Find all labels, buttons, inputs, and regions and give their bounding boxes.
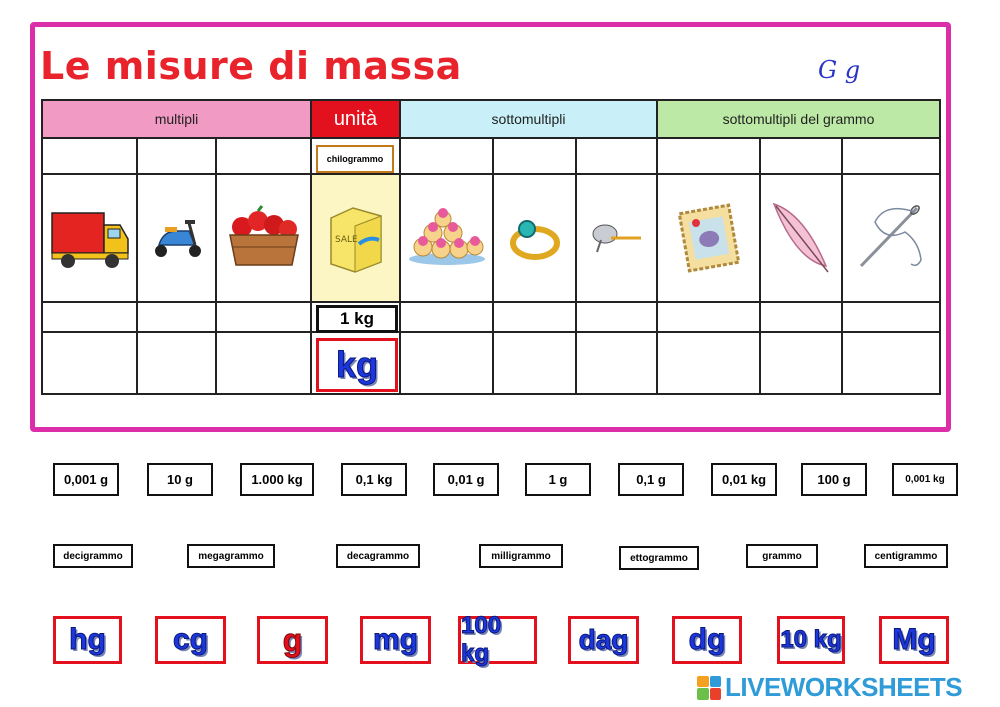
needle-cell xyxy=(842,174,940,302)
unit-value-cell xyxy=(311,302,400,332)
unit-name-cell xyxy=(311,138,400,174)
truck-cell xyxy=(42,174,137,302)
name-chip[interactable]: decagrammo xyxy=(336,544,420,568)
name-chip[interactable]: megagrammo xyxy=(187,544,275,568)
salt-box-icon xyxy=(312,200,399,276)
symbol-chip[interactable]: dag xyxy=(568,616,639,664)
name-slot-10[interactable] xyxy=(842,138,940,174)
symbol-chip[interactable]: Mg xyxy=(879,616,949,664)
name-chip[interactable]: ettogrammo xyxy=(619,546,699,570)
cupcakes-cell xyxy=(400,174,493,302)
symbol-slot-5[interactable] xyxy=(400,332,493,394)
name-chip[interactable]: decigrammo xyxy=(53,544,133,568)
symbol-slot-1[interactable] xyxy=(42,332,137,394)
name-slot-6[interactable] xyxy=(493,138,576,174)
name-chip[interactable]: centigrammo xyxy=(864,544,948,568)
symbol-chip[interactable]: dg xyxy=(672,616,742,664)
value-slot-2[interactable] xyxy=(137,302,216,332)
header-unita: unità xyxy=(311,100,400,138)
value-chip[interactable]: 0,1 kg xyxy=(341,463,407,496)
scooter-icon xyxy=(138,215,215,261)
symbol-slot-10[interactable] xyxy=(842,332,940,394)
value-chip[interactable]: 0,001 g xyxy=(53,463,119,496)
name-slot-1[interactable] xyxy=(42,138,137,174)
pushpin-cell xyxy=(576,174,657,302)
value-chip[interactable]: 10 g xyxy=(147,463,213,496)
symbol-chip[interactable]: 10 kg xyxy=(777,616,845,664)
symbol-slot-8[interactable] xyxy=(657,332,760,394)
pushpin-icon xyxy=(577,218,656,258)
apple-crate-icon xyxy=(217,205,310,271)
brand-name: LIVEWORKSHEETS xyxy=(725,672,963,702)
symbol-slot-9[interactable] xyxy=(760,332,842,394)
symbol-chip[interactable]: g xyxy=(257,616,328,664)
ring-icon xyxy=(494,213,575,263)
stamp-cell xyxy=(657,174,760,302)
unit-symbol-cell xyxy=(311,332,400,394)
feather-icon xyxy=(761,198,841,278)
liveworksheets-brand xyxy=(697,672,962,703)
header-multipli: multipli xyxy=(42,100,311,138)
symbol-chip[interactable]: mg xyxy=(360,616,431,664)
crate-cell xyxy=(216,174,311,302)
value-chip[interactable]: 100 g xyxy=(801,463,867,496)
salt-cell xyxy=(311,174,400,302)
symbol-chip[interactable]: 100 kg xyxy=(458,616,537,664)
value-chip[interactable]: 0,01 g xyxy=(433,463,499,496)
corner-letters: G g xyxy=(818,56,861,84)
symbol-chip[interactable]: cg xyxy=(155,616,226,664)
header-sottomultipli: sottomultipli xyxy=(400,100,657,138)
mass-table xyxy=(41,99,941,395)
value-slot-10[interactable] xyxy=(842,302,940,332)
ring-cell xyxy=(493,174,576,302)
page-title: Le misure di massa xyxy=(40,44,462,88)
symbol-slot-3[interactable] xyxy=(216,332,311,394)
symbol-slot-7[interactable] xyxy=(576,332,657,394)
name-chip[interactable]: milligrammo xyxy=(479,544,563,568)
scooter-cell xyxy=(137,174,216,302)
stamp-icon xyxy=(658,201,759,275)
header-sottomultipli-grammo: sottomultipli del grammo xyxy=(657,100,940,138)
value-chip[interactable]: 0,001 kg xyxy=(892,463,958,496)
unit-name-label: chilogrammo xyxy=(316,145,394,173)
value-chip[interactable]: 0,1 g xyxy=(618,463,684,496)
value-slot-9[interactable] xyxy=(760,302,842,332)
name-chip[interactable]: grammo xyxy=(746,544,818,568)
liveworksheets-logo-icon xyxy=(697,676,721,700)
unit-symbol-box xyxy=(316,338,398,392)
value-slot-1[interactable] xyxy=(42,302,137,332)
unit-value-label: 1 kg xyxy=(316,305,398,333)
value-slot-7[interactable] xyxy=(576,302,657,332)
symbol-slot-6[interactable] xyxy=(493,332,576,394)
needle-icon xyxy=(843,200,939,276)
symbol-chip[interactable]: hg xyxy=(53,616,122,664)
value-chip[interactable]: 0,01 kg xyxy=(711,463,777,496)
symbol-slot-2[interactable] xyxy=(137,332,216,394)
svg-text:SALE: SALE xyxy=(334,235,358,245)
value-chip[interactable]: 1.000 kg xyxy=(240,463,314,496)
value-slot-8[interactable] xyxy=(657,302,760,332)
name-slot-5[interactable] xyxy=(400,138,493,174)
cupcakes-icon xyxy=(401,207,492,269)
truck-icon xyxy=(43,203,136,273)
name-slot-2[interactable] xyxy=(137,138,216,174)
value-slot-5[interactable] xyxy=(400,302,493,332)
feather-cell xyxy=(760,174,842,302)
value-chip[interactable]: 1 g xyxy=(525,463,591,496)
name-slot-3[interactable] xyxy=(216,138,311,174)
name-slot-8[interactable] xyxy=(657,138,760,174)
value-slot-3[interactable] xyxy=(216,302,311,332)
name-slot-9[interactable] xyxy=(760,138,842,174)
name-slot-7[interactable] xyxy=(576,138,657,174)
unit-symbol-label: kg xyxy=(335,344,378,385)
value-slot-6[interactable] xyxy=(493,302,576,332)
